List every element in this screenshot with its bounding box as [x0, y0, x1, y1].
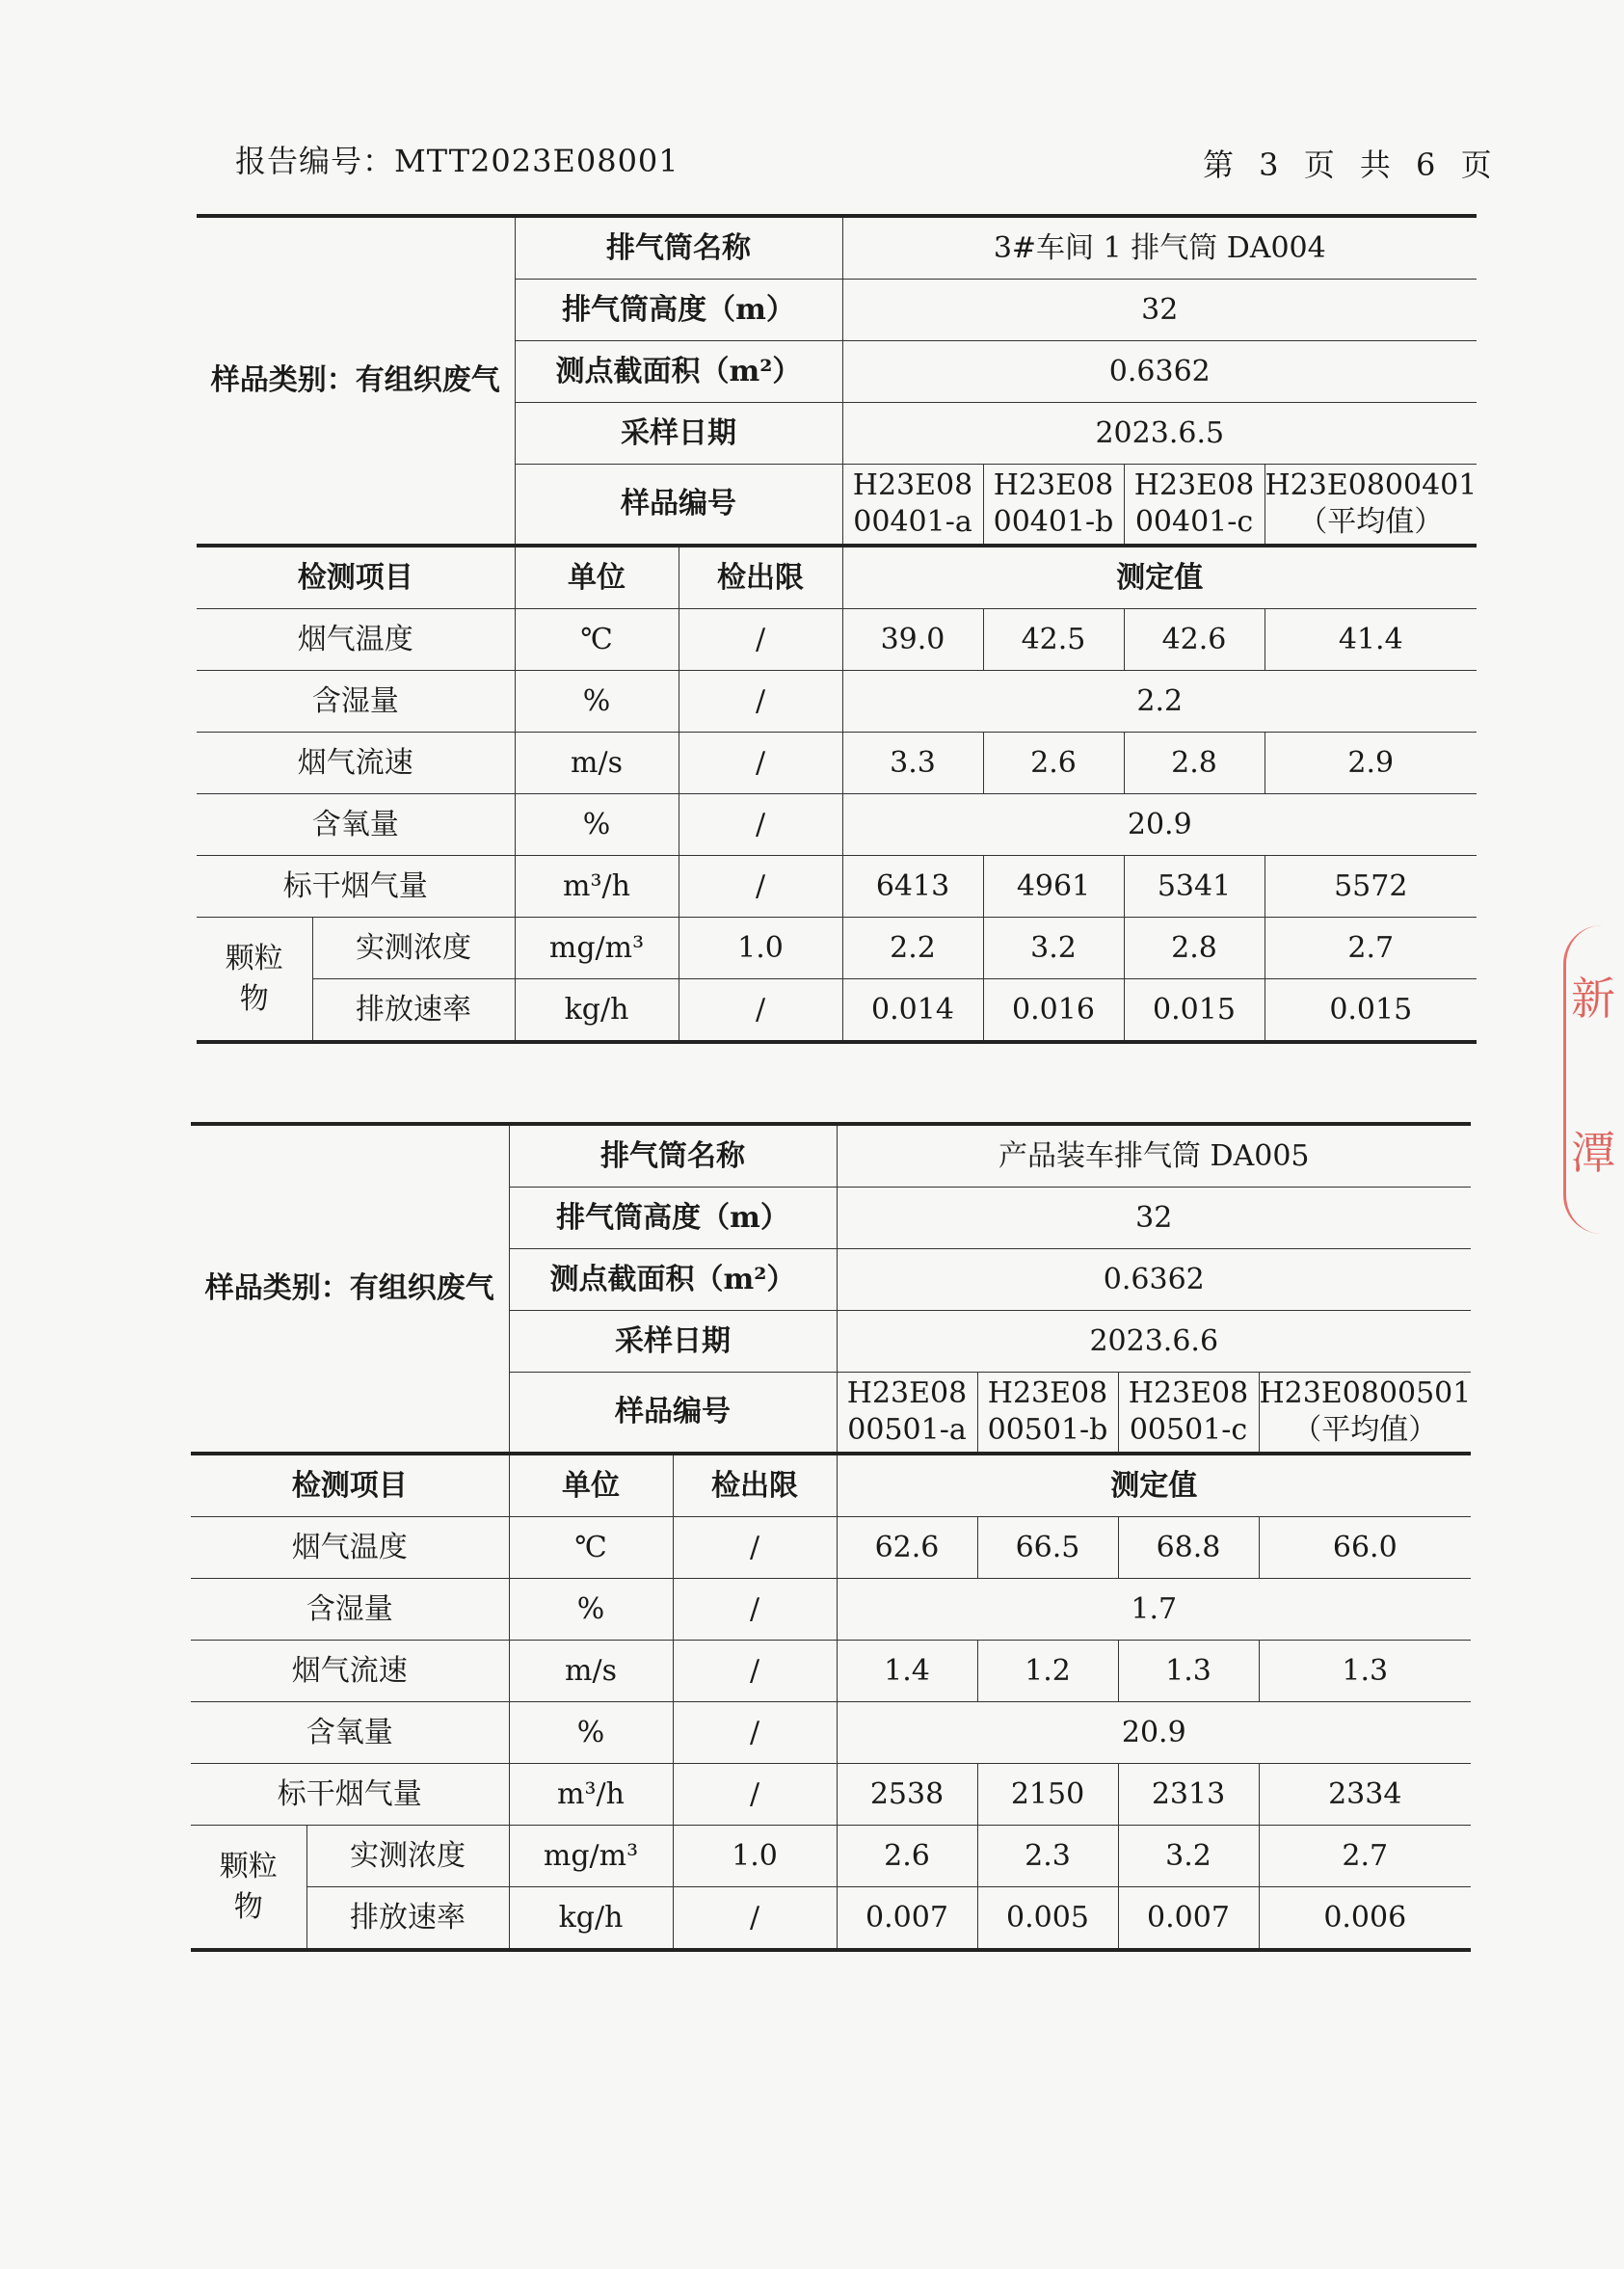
unit-cell: ℃ — [515, 609, 679, 671]
stack-name-label: 排气筒名称 — [515, 216, 842, 280]
sample-no-label: 样品编号 — [509, 1373, 837, 1455]
sample-id: H23E08 00401-c — [1124, 465, 1265, 547]
value-cell: 2.9 — [1265, 733, 1477, 794]
unit-cell: % — [509, 1579, 673, 1641]
test-item-name: 含氧量 — [197, 794, 515, 856]
unit-header: 单位 — [509, 1454, 673, 1517]
cross-section-value: 0.6362 — [837, 1249, 1471, 1311]
test-item-name: 排放速率 — [306, 1887, 509, 1951]
sample-id: H23E08 00501-c — [1118, 1373, 1259, 1455]
test-item-name: 烟气流速 — [191, 1641, 509, 1702]
stack-name-value: 3#车间 1 排气筒 DA004 — [842, 216, 1477, 280]
value-cell: 2.6 — [983, 733, 1124, 794]
limit-cell: / — [679, 671, 842, 733]
value-cell: 0.016 — [983, 979, 1124, 1043]
value-cell: 1.2 — [977, 1641, 1118, 1702]
value-cell: 2.7 — [1265, 918, 1477, 979]
particulate-label: 颗粒物 — [191, 1826, 306, 1951]
unit-cell: % — [509, 1702, 673, 1764]
test-item-header: 检测项目 — [191, 1454, 509, 1517]
test-item-name: 烟气温度 — [197, 609, 515, 671]
value-cell: 0.006 — [1259, 1887, 1471, 1951]
value-cell: 0.015 — [1124, 979, 1265, 1043]
test-result-table-2 — [191, 1122, 1471, 1952]
sample-id: H23E0800501 （平均值） — [1259, 1373, 1471, 1455]
sample-id: H23E08 00401-b — [983, 465, 1124, 547]
limit-cell: / — [673, 1517, 837, 1579]
value-cell: 3.2 — [983, 918, 1124, 979]
value-cell: 2.6 — [837, 1826, 977, 1887]
unit-cell: ℃ — [509, 1517, 673, 1579]
value-cell: 39.0 — [842, 609, 983, 671]
value-cell: 1.3 — [1118, 1641, 1259, 1702]
sample-no-label: 样品编号 — [515, 465, 842, 547]
value-cell: 3.2 — [1118, 1826, 1259, 1887]
limit-cell: 1.0 — [679, 918, 842, 979]
value-cell: 2150 — [977, 1764, 1118, 1826]
unit-cell: m³/h — [509, 1764, 673, 1826]
stack-height-value: 32 — [842, 280, 1477, 341]
value-cell: 2.7 — [1259, 1826, 1471, 1887]
limit-cell: 1.0 — [673, 1826, 837, 1887]
detection-limit-header: 检出限 — [673, 1454, 837, 1517]
unit-cell: m³/h — [515, 856, 679, 918]
unit-header: 单位 — [515, 546, 679, 609]
test-item-name: 实测浓度 — [306, 1826, 509, 1887]
unit-cell: mg/m³ — [509, 1826, 673, 1887]
test-item-name: 烟气温度 — [191, 1517, 509, 1579]
value-cell: 1.4 — [837, 1641, 977, 1702]
value-cell: 2.3 — [977, 1826, 1118, 1887]
table-2-body — [191, 1124, 1471, 1950]
test-item-name: 含湿量 — [191, 1579, 509, 1641]
stamp-char-2: 潭 — [1571, 1127, 1615, 1179]
value-cell: 0.015 — [1265, 979, 1477, 1043]
value-cell: 0.007 — [837, 1887, 977, 1951]
value-cell: 0.007 — [1118, 1887, 1259, 1951]
measured-value-header: 测定值 — [837, 1454, 1471, 1517]
sample-id: H23E08 00501-a — [837, 1373, 977, 1455]
test-item-name: 标干烟气量 — [197, 856, 515, 918]
test-item-name: 实测浓度 — [312, 918, 515, 979]
merged-value-cell: 1.7 — [837, 1579, 1471, 1641]
test-result-table-1 — [197, 214, 1477, 1044]
value-cell: 66.5 — [977, 1517, 1118, 1579]
limit-cell: / — [673, 1579, 837, 1641]
test-item-header: 检测项目 — [197, 546, 515, 609]
value-cell: 42.5 — [983, 609, 1124, 671]
stamp-char-1: 新 — [1571, 973, 1615, 1025]
sampling-date-value: 2023.6.5 — [842, 403, 1477, 465]
sample-id: H23E08 00401-a — [842, 465, 983, 547]
test-item-name: 含湿量 — [197, 671, 515, 733]
value-cell: 0.014 — [842, 979, 983, 1043]
value-cell: 62.6 — [837, 1517, 977, 1579]
limit-cell: / — [673, 1764, 837, 1826]
value-cell: 66.0 — [1259, 1517, 1471, 1579]
value-cell: 41.4 — [1265, 609, 1477, 671]
test-item-name: 标干烟气量 — [191, 1764, 509, 1826]
value-cell: 2.8 — [1124, 733, 1265, 794]
sample-id: H23E0800401 （平均值） — [1265, 465, 1477, 547]
value-cell: 3.3 — [842, 733, 983, 794]
value-cell: 2.8 — [1124, 918, 1265, 979]
unit-cell: kg/h — [515, 979, 679, 1043]
limit-cell: / — [679, 794, 842, 856]
sampling-date-label: 采样日期 — [515, 403, 842, 465]
measured-value-header: 测定值 — [842, 546, 1477, 609]
cross-section-value: 0.6362 — [842, 341, 1477, 403]
value-cell: 68.8 — [1118, 1517, 1259, 1579]
stack-name-value: 产品装车排气筒 DA005 — [837, 1124, 1471, 1188]
table-1-body — [197, 216, 1477, 1042]
cross-section-label: 测点截面积（m²） — [515, 341, 842, 403]
detection-limit-header: 检出限 — [679, 546, 842, 609]
stack-height-label: 排气筒高度（m） — [509, 1188, 837, 1249]
sample-category-label: 样品类别：有组织废气 — [197, 216, 515, 546]
limit-cell: / — [679, 609, 842, 671]
value-cell: 2538 — [837, 1764, 977, 1826]
value-cell: 2.2 — [842, 918, 983, 979]
test-item-name: 排放速率 — [312, 979, 515, 1043]
cross-section-label: 测点截面积（m²） — [509, 1249, 837, 1311]
value-cell: 2313 — [1118, 1764, 1259, 1826]
value-cell: 1.3 — [1259, 1641, 1471, 1702]
value-cell: 5341 — [1124, 856, 1265, 918]
page-indicator: 第 3 页 共 6 页 — [1203, 147, 1500, 183]
limit-cell: / — [673, 1887, 837, 1951]
merged-value-cell: 20.9 — [837, 1702, 1471, 1764]
stack-height-value: 32 — [837, 1188, 1471, 1249]
limit-cell: / — [679, 979, 842, 1043]
value-cell: 42.6 — [1124, 609, 1265, 671]
value-cell: 5572 — [1265, 856, 1477, 918]
stack-height-label: 排气筒高度（m） — [515, 280, 842, 341]
value-cell: 4961 — [983, 856, 1124, 918]
unit-cell: m/s — [515, 733, 679, 794]
stack-name-label: 排气筒名称 — [509, 1124, 837, 1188]
sample-id: H23E08 00501-b — [977, 1373, 1118, 1455]
limit-cell: / — [679, 733, 842, 794]
value-cell: 2334 — [1259, 1764, 1471, 1826]
sample-category-label: 样品类别：有组织废气 — [191, 1124, 509, 1454]
unit-cell: mg/m³ — [515, 918, 679, 979]
value-cell: 6413 — [842, 856, 983, 918]
merged-value-cell: 20.9 — [842, 794, 1477, 856]
test-item-name: 含氧量 — [191, 1702, 509, 1764]
unit-cell: m/s — [509, 1641, 673, 1702]
limit-cell: / — [673, 1641, 837, 1702]
particulate-label: 颗粒物 — [197, 918, 312, 1043]
unit-cell: kg/h — [509, 1887, 673, 1951]
unit-cell: % — [515, 671, 679, 733]
limit-cell: / — [673, 1702, 837, 1764]
unit-cell: % — [515, 794, 679, 856]
sampling-date-label: 采样日期 — [509, 1311, 837, 1373]
value-cell: 0.005 — [977, 1887, 1118, 1951]
limit-cell: / — [679, 856, 842, 918]
sampling-date-value: 2023.6.6 — [837, 1311, 1471, 1373]
report-number: 报告编号：MTT2023E08001 — [235, 143, 679, 179]
test-item-name: 烟气流速 — [197, 733, 515, 794]
merged-value-cell: 2.2 — [842, 671, 1477, 733]
